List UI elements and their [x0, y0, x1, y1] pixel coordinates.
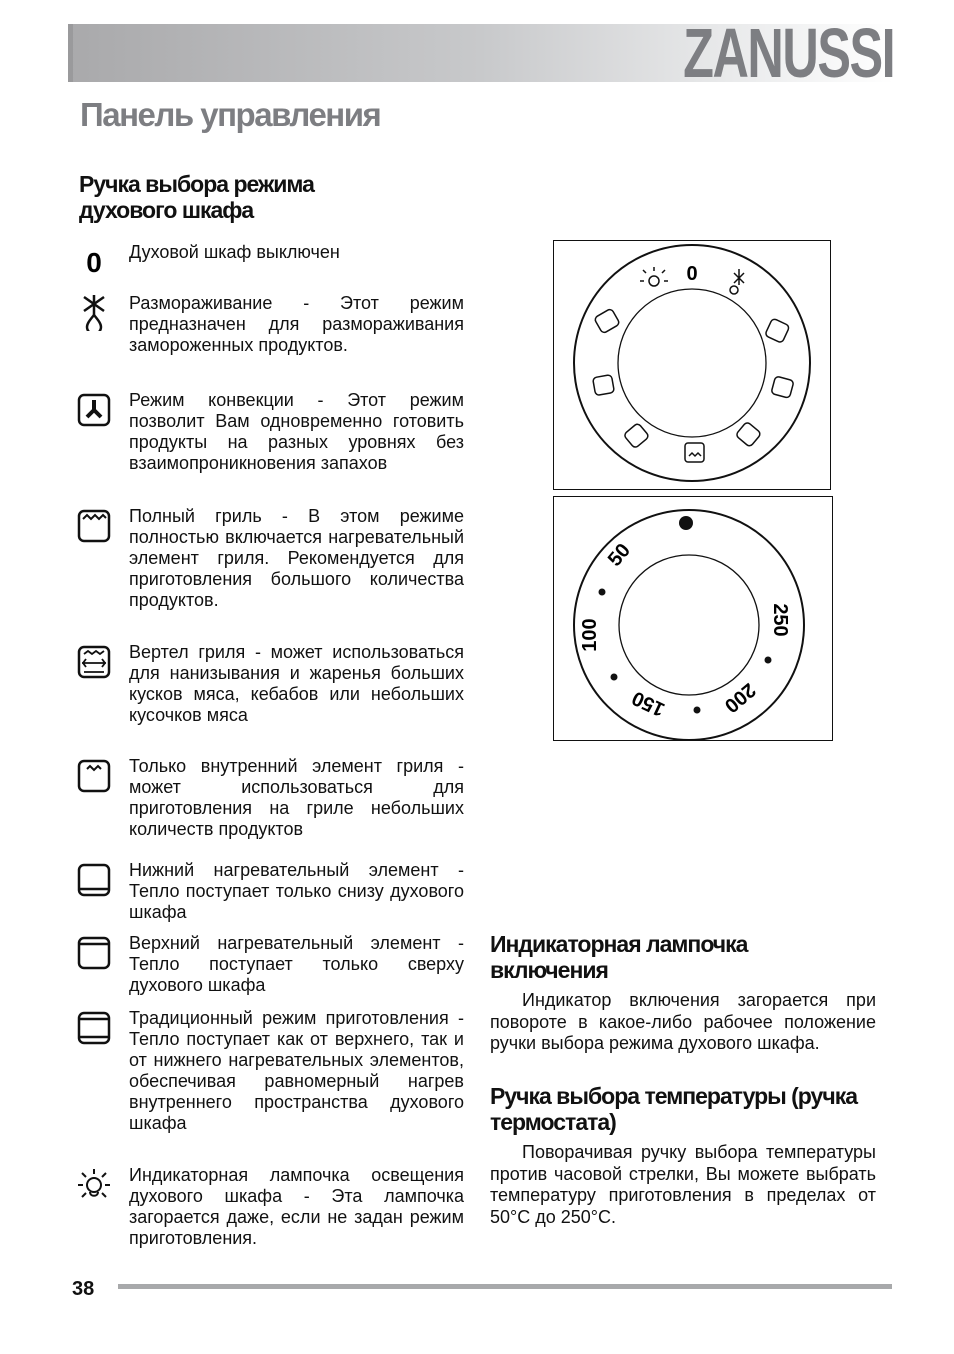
temp-label-50: 50: [603, 539, 635, 571]
mode-description: Вертел гриля - может использоваться для нанизывания и жаренья больших кусков мяса, кебабов или небольших кусочков мяса: [129, 642, 464, 725]
bottom-heat-icon: [76, 862, 112, 898]
mode-list-item: [76, 756, 464, 840]
mode-description: Индикаторная лампочка освещения духового шкафа - Эта лампочка загорается даже, если не задан режим приготовления.: [129, 1165, 464, 1248]
thermostat-heading: Ручка выбора температуры (ручка термостата): [490, 1083, 857, 1135]
footer-rule: [118, 1284, 892, 1289]
convection-fan-icon: [76, 392, 112, 428]
zero-icon: [76, 244, 112, 280]
oven-lamp-icon: [76, 1167, 112, 1203]
header-band: [68, 14, 894, 92]
mode-knob-heading: Ручка выбора режима духового шкафа: [79, 171, 314, 223]
mode-description: Только внутренний элемент гриля - может использоваться для приготовления на гриле небольших количеств продуктов: [129, 756, 464, 839]
mode-list-item: [76, 506, 464, 611]
full-grill-icon: [76, 508, 112, 544]
top-heat-icon: [76, 935, 112, 971]
indicator-lamp-heading: Индикаторная лампочка включения: [490, 931, 748, 983]
mode-description: Традиционный режим приготовления - Тепло поступает как от верхнего, так и от нижнего нагревательных элементов, обеспечивая равномерный нагрев внутреннего пространства духового шкафа: [129, 1008, 464, 1133]
indicator-lamp-text: Индикатор включения загорается при повороте в какое-либо рабочее положение ручки выбора режима духового шкафа.: [490, 990, 876, 1053]
mode-description: Нижний нагревательный элемент - Тепло поступает только снизу духового шкафа: [129, 860, 464, 922]
mode-description: Верхний нагревательный элемент - Тепло поступает только сверху духового шкафа: [129, 933, 464, 995]
dial-off-label: 0: [686, 263, 698, 285]
thermostat-text: Поворачивая ручку выбора температуры против часовой стрелки, Вы можете выбрать температуру приготовления в пределах от 50°C до 250°C.: [490, 1142, 876, 1227]
inner-grill-icon: [76, 758, 112, 794]
mode-list-item: [76, 1008, 464, 1134]
mode-description: Размораживание - Этот режим предназначен для размораживания замороженных продуктов.: [129, 293, 464, 355]
mode-list-item: [76, 1165, 464, 1249]
page-number: 38: [72, 1278, 95, 1300]
temp-label-100: 100: [579, 618, 601, 652]
temp-label-250: 250: [769, 603, 791, 637]
page-title: Панель управления: [80, 96, 381, 133]
mode-list-item: [76, 860, 464, 923]
mode-list-item: [76, 390, 464, 474]
svg-text:0: 0: [86, 247, 102, 278]
defrost-icon: [76, 295, 112, 331]
mode-list-item: [76, 933, 464, 996]
brand-logo: ZANUSSI: [682, 14, 894, 92]
mode-dial-figure: [553, 240, 831, 490]
mode-description: Духовой шкаф выключен: [129, 242, 340, 262]
mode-description: Полный гриль - В этом режиме полностью включается нагревательный элемент гриля. Рекомендуется для приготовления большого количества продуктов.: [129, 506, 464, 610]
dial-mode-icons: [593, 267, 794, 462]
temp-label-150: 150: [628, 686, 669, 721]
mode-list-item: [76, 242, 464, 278]
temp-label-200: 200: [720, 678, 760, 717]
mode-description: Режим конвекции - Этот режим позволит Вам одновременно готовить продукты на разных уровнях без взаимопроникновения запахов: [129, 390, 464, 473]
mode-list-item: [76, 293, 464, 356]
temperature-dial-figure: [553, 496, 833, 741]
conventional-heat-icon: [76, 1010, 112, 1046]
rotisserie-icon: [76, 644, 112, 680]
mode-list-item: [76, 642, 464, 726]
